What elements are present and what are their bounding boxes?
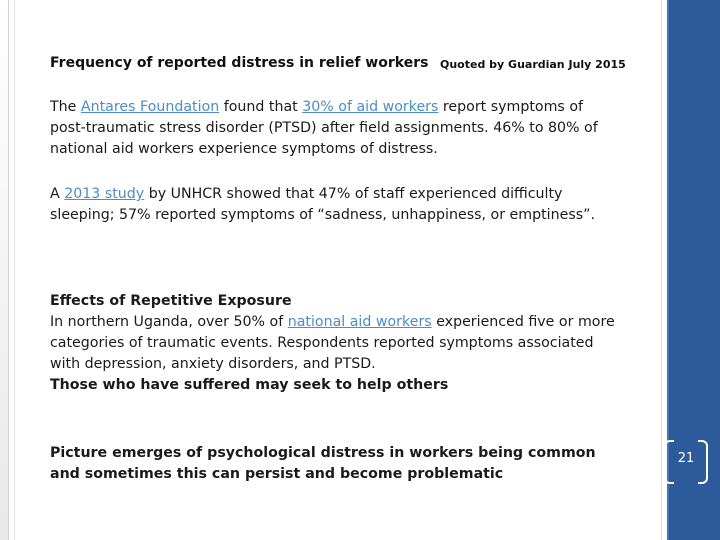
text: The	[50, 99, 81, 115]
page-number: 21	[677, 451, 695, 466]
national-aid-workers-link[interactable]: national aid workers	[287, 314, 432, 330]
aid-workers-link[interactable]: 30% of aid workers	[302, 99, 439, 115]
text: by UNHCR showed that 47% of staff experienced difficulty sleeping; 57% reported symptoms of “sadness, unhappiness, or emptiness”.	[50, 186, 595, 223]
right-brace	[698, 440, 708, 484]
text: report symptoms of post-traumatic stress disorder (PTSD) after field assignments. 46% to 80% of national aid workers experience symptoms of distress.	[50, 99, 598, 157]
closing-statement: Those who have suffered may seek to help others	[50, 377, 449, 393]
antares-foundation-link[interactable]: Antares Foundation	[80, 99, 220, 115]
section-heading: Effects of Repetitive Exposure	[50, 293, 292, 309]
paragraph-antares	[50, 97, 620, 160]
paragraph-repetitive-exposure	[50, 291, 620, 396]
paragraph-body	[50, 312, 620, 375]
2013-study-link[interactable]: 2013 study	[64, 186, 145, 202]
text: experienced five or more categories of traumatic events. Respondents reported symptoms associated with depression, anxiety disorders, and PTSD.	[50, 314, 615, 372]
source-citation: Quoted by Guardian July 2015	[440, 58, 626, 71]
page-number-badge	[648, 440, 720, 482]
paragraph-unhcr	[50, 184, 620, 226]
text: found that	[219, 99, 303, 115]
text: In northern Uganda, over 50% of	[50, 314, 288, 330]
text: A	[50, 186, 65, 202]
conclusion-paragraph: Picture emerges of psychological distress in workers being common and sometimes this can persist and become problematic	[50, 445, 596, 482]
slide-title: Frequency of reported distress in relief workers	[50, 55, 429, 71]
